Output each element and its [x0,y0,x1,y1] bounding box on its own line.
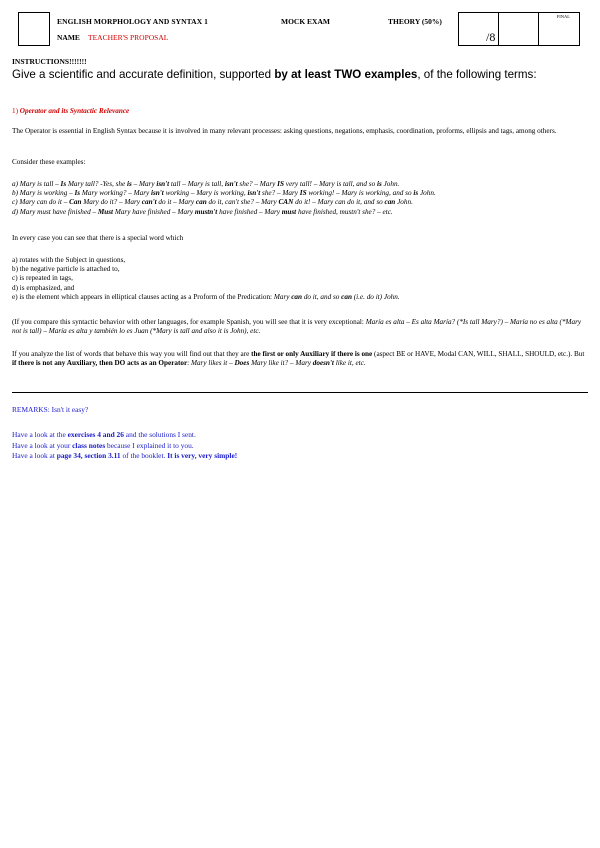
remark-emphasis: page 34, section 3.11 [56,451,121,460]
example-text: Mary working? – Mary [80,189,151,198]
spanish-comparison-paragraph [12,318,588,336]
remark-text: Have a look at your [12,440,73,450]
example-text: – Mary [131,180,157,188]
remark-text: because I explained it to you. [105,440,194,450]
section-title [12,107,129,115]
intro-paragraph: The Operator is essential in English Syntax because it is involved in many relevant processes: asking questions, negations, emphasis, coordination, proforms, ellipsis and tags, among others. [12,127,557,135]
operator-word: isn't [156,180,170,188]
aux-text: : [187,359,191,368]
header-left-box [18,12,50,46]
operator-word: Is [60,180,67,188]
example-marker: b) [12,189,20,198]
name-label: NAME [57,33,80,42]
score-value: /8 [486,30,496,44]
remark-line [12,451,237,462]
operator-word: can [195,198,207,207]
list-item [12,293,588,302]
list-example: do it, and so [302,292,342,301]
example-text: Mary do it? – Mary [81,198,142,207]
example-text: John. [395,198,413,207]
exam-header [18,12,580,46]
final-label: FINAL [556,14,570,19]
operator-word: IS [299,189,307,198]
operator-word: is [413,189,419,198]
prompt-text: Give a scientific and accurate definition, supported [12,68,275,81]
operator-word: isn't [247,189,261,198]
score-cell-blank [500,13,539,45]
example-text: have finished – Mary [217,207,282,216]
main-prompt [12,68,592,81]
section-divider [12,392,588,393]
example-text: she? – Mary [260,189,300,198]
aux-example-bold: doesn't [312,359,334,368]
operator-word: Can [69,198,82,207]
example-line [12,208,588,217]
example-text: Mary tall? -Yes, she [66,180,127,188]
example-text: do it – Mary [156,198,196,207]
example-text: very tall! – Mary is tall, and so [283,180,377,188]
operator-word: is [126,180,132,188]
example-text: Mary must have finished – [19,207,98,216]
instructions-label: INSTRUCTIONS!!!!!!! [12,57,87,66]
operator-word: IS [277,180,284,188]
aux-text: (aspect BE or HAVE, Modal CAN, WILL, SHALL, SHOULD, etc.). But [372,350,585,358]
name-value: TEACHER'S PROPOSAL [88,33,169,42]
comparison-examples: María es alta – Es alta María? (*Is tall Mary?) – María no es alta (*Mary not is tall) – María es alta y también lo es Juan (*Mary is tall and also it is John), etc. [12,318,582,336]
aux-example-bold: Does [234,359,250,368]
auxiliary-paragraph [12,350,588,368]
list-item-lead: e) is the element which appears in elliptical clauses acting as a Proform of the Predication: [12,292,274,301]
operator-word: Must [97,207,114,216]
operator-word: isn't [224,180,238,188]
list-item: d) is emphasized, and [12,283,75,292]
remark-line [12,441,237,452]
score-cell [459,13,499,45]
remarks-list [12,430,237,462]
operator-word: can't [141,198,157,207]
list-example: Mary [273,292,292,301]
operator-word: isn't [150,189,164,198]
example-line [12,198,588,207]
example-text: Mary have finished – Mary [113,207,195,216]
operator-word: Is [74,189,81,198]
example-text: Mary can do it – [19,198,70,207]
example-text: do it! – Mary can do it, and so [293,198,385,207]
remarks-title: REMARKS: Isn't it easy? [12,405,89,414]
consider-paragraph: Consider these examples: [12,158,86,166]
aux-text: If you analyze the list of words that behave this way you will find out that they are [12,350,252,358]
aux-example: like it, etc. [333,359,366,368]
prompt-text-end: , of the following terms: [417,68,537,81]
list-item: c) is repeated in tags, [12,274,73,283]
example-marker: c) [12,198,20,207]
list-item: b) the negative particle is attached to, [12,265,120,274]
exam-type: MOCK EXAM [281,17,330,26]
comparison-lead: (If you compare this syntactic behavior with other languages, for example Spanish, you will see that it is very exceptional: [12,318,366,326]
operator-word: must [281,207,297,216]
operator-word: mustn't [194,207,218,216]
example-text: John. [381,180,400,188]
example-line [12,180,588,189]
remark-text: Have a look at [12,451,57,460]
theory-weight: THEORY (50%) [388,17,442,26]
example-text: Mary is tall – [19,180,61,188]
example-text: Mary is working – [19,189,75,198]
remark-emphasis: class notes [72,440,106,450]
operator-word: CAN [278,198,294,207]
properties-list [12,256,588,302]
aux-example: Mary likes it – [190,359,235,368]
example-text: she? – Mary [237,180,278,188]
operator-word: can [384,198,396,207]
remark-text: of the booklet. [120,451,168,460]
score-grid [458,12,580,46]
aux-emphasis: the first or only Auxiliary if there is one [251,350,373,358]
example-line [12,189,588,198]
example-marker: d) [12,207,20,216]
list-item: a) rotates with the Subject in questions, [12,256,126,264]
list-example-bold: can [291,292,303,301]
aux-example: Mary like it? – Mary [249,359,313,368]
list-example-bold: can [341,292,352,301]
special-word-paragraph: In every case you can see that there is a special word which [12,234,184,242]
aux-emphasis: if there is not any Auxiliary, then DO acts as an Operator [12,359,188,368]
example-text: working! – Mary is working, and so [306,189,414,198]
remark-emphasis: It is very, very simple! [167,451,238,460]
example-text: do it, can't she? – Mary [206,198,279,207]
prompt-emphasis: by at least TWO examples [274,68,418,81]
remark-text: and the solutions I sent. [123,430,196,439]
list-example: (i.e. do it) John. [351,292,400,301]
operator-word: is [376,180,382,188]
example-text: tall – Mary is tall, [169,180,225,188]
course-title: ENGLISH MORPHOLOGY AND SYNTAX 1 [57,17,209,26]
section-number: 1) [12,107,18,115]
remark-text: Have a look at the [12,430,68,439]
example-text: have finished, mustn't she? – etc. [296,207,393,216]
remark-emphasis: exercises 4 and 26 [67,430,124,439]
example-text: working – Mary is working, [163,189,248,198]
example-text: John. [418,189,436,198]
example-marker: a) [12,180,20,188]
section-title-text: Operator and its Syntactic Relevance [19,107,130,115]
examples-block [12,180,588,217]
remark-line [12,430,237,441]
